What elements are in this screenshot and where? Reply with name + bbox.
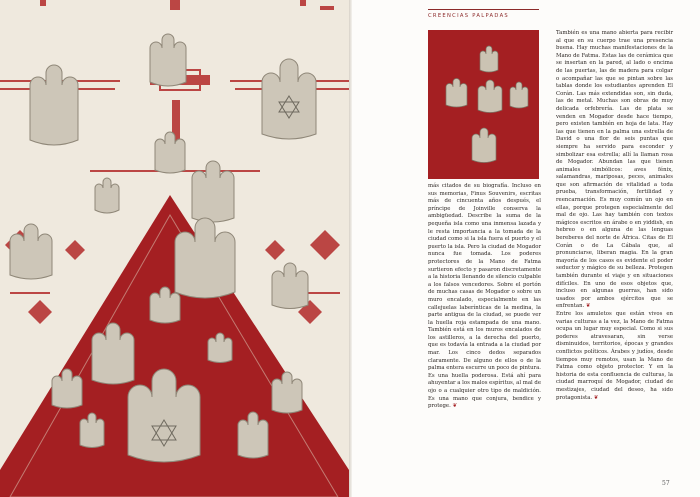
hamsa-inset-illustration xyxy=(428,30,539,179)
hamsa-collection-illustration xyxy=(0,0,349,497)
paragraph: más citados de su biografía. Incluso en sus memorias, Finus Souvenirs, escritas más de cincuenta años después, el príncipe de Joinville conserva la ambigüedad. Describe la suma de la pequeña isla como una inmensa lazada y le resta importancia a la tomada de la ciudad como si la isla fuera el puerto y el puerto la isla. Pero la ciudad de Mogador nunca fue tomada. Los poderes protectores de la Mano de Fatma surtieron efecto y pasaron discretamente a la historia llenando de silencio culpable a los falsos vencedores. Sobre el portón de muchas casas de Mogador o sobre un muro encalado, especialmente en las callejuelas laberínticas de la medina, la parte antigua de la ciudad, se puede ver la huella roja estampada de una mano. También está en los muros encalados de los astilleros, a la derecha del puerto, que es todavía la entrada a la ciudad por mar. Los cinco dedos separados claramente. De alguno de ellos o de la palma entera escurre un poco de pintura. Es una huella poderosa. Está ahí para ahuyentar a los malos espíritus, al mal de ojo o a cualquier otro tipo de maldición. Es una mano que conjura, bendice y protege. ❦ xyxy=(428,183,542,410)
hamsa-photo-left xyxy=(0,0,349,497)
text-column-right xyxy=(556,30,673,402)
hamsa-photo-inset xyxy=(428,30,539,179)
page-number: 57 xyxy=(662,480,670,487)
section-label: CREENCIAS PALPADAS xyxy=(428,13,510,19)
paragraph: También es una mano abierta para recibir al que en su cuerpo trae una presencia buena. Hay muchas manifestaciones de la Mano de Fatma. Estas las de cerámica que se insertan en la pared, al lado o encima de las puertas, las de madera para colgar o acompañar las que se pintan sobre las tablas donde los estudiantes aprenden El Corán. Las más extendidas son, sin duda, las de metal. Muchas son obras de muy delicada orfebrería. Las de plata se venden en Mogador desde hace tiempo, pero existen también en hoja de lata. Hay las que tienen en la palma una estrella de David o una flor de seis puntas que siempre ha servido para esconder y simbolizar esa estrella; allí la llaman rosa de Mogador. Abundan las que tienen animales simbólicos: aves fénix, salamandras, mariposas, peces, animales que son afirmación de vitalidad a toda prueba, transformación, fertilidad y reencarnación. Es muy común un ojo en ellas, porque protegen especialmente del mal de ojo. Las hay también con textos mágicos escritos en árabe o en yiddish, en hebreo o en alguna de las lenguas bereberes del norte de África. Citas de El Corán o de La Cábala que, al pronunciarse, liberan magia. En la gran mayoría de los casos es evidente el poder seductor y mágico de su belleza. Protegen también durante el viaje y en situaciones difíciles. En uno de esos objetos que, incluso en algunas guerras, han sido usados por ambos ejércitos que se enfrentan. ❦ xyxy=(556,30,673,310)
paragraph-end-mark: ❦ xyxy=(452,403,457,410)
paragraph-end-mark: ❦ xyxy=(593,394,599,401)
paragraph-end-mark: ❦ xyxy=(585,303,591,310)
header-rule xyxy=(428,9,539,10)
text-column-left xyxy=(428,183,541,411)
paragraph: Entre los amuletos que están vivos en varias culturas a la vez, la Mano de Fatma ocupa un lugar muy especial. Como si sus poderes atravesaran, sin verse disminuidos, territorios, épocas y grandes conflictos políticos. Árabes y judíos, desde tiempos muy remotos, usan la Mano de Fatma como objeto protector. Y en la historia de esta confluencia de culturas, la ciudad marroquí de Mogador, ciudad de mestizajes, ciudad del deseo, ha sido protagonista. ❦ xyxy=(556,310,673,401)
